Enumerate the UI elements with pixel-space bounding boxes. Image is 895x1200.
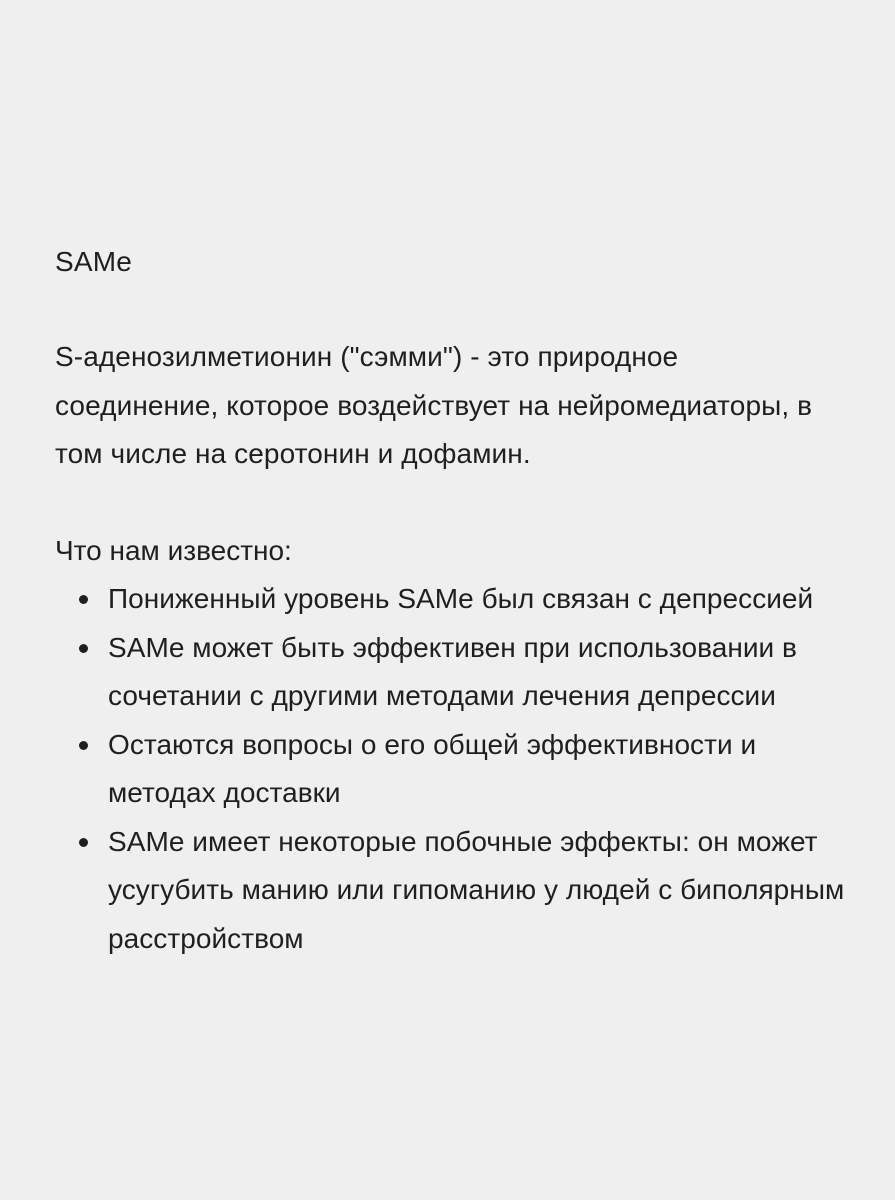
known-facts-heading: Что нам известно:: [55, 535, 292, 566]
fact-list-item: [55, 818, 845, 964]
fact-list-item: [55, 721, 845, 818]
fact-text: Остаются вопросы о его общей эффективности и методах доставки: [108, 728, 757, 808]
bullet-icon: [79, 838, 88, 847]
intro-paragraph: S-аденозилметионин ("сэмми") - это природное соединение, которое воздействует на нейромедиаторы, в том числе на серотонин и дофамин.: [55, 341, 813, 469]
bullet-icon: [79, 644, 88, 653]
fact-list-item: [55, 575, 845, 624]
known-facts-list: [55, 575, 845, 963]
document-title: SAMe: [55, 246, 133, 277]
fact-text: Пониженный уровень SAMe был связан с депрессией: [108, 583, 814, 614]
bullet-icon: [79, 741, 88, 750]
fact-text: SAMe имеет некоторые побочные эффекты: он может усугубить манию или гипоманию у людей с биполярным расстройством: [108, 825, 845, 954]
fact-text: SAMe может быть эффективен при использовании в сочетании с другими методами лечения депрессии: [108, 631, 797, 711]
bullet-icon: [79, 595, 88, 604]
fact-list-item: [55, 624, 845, 721]
